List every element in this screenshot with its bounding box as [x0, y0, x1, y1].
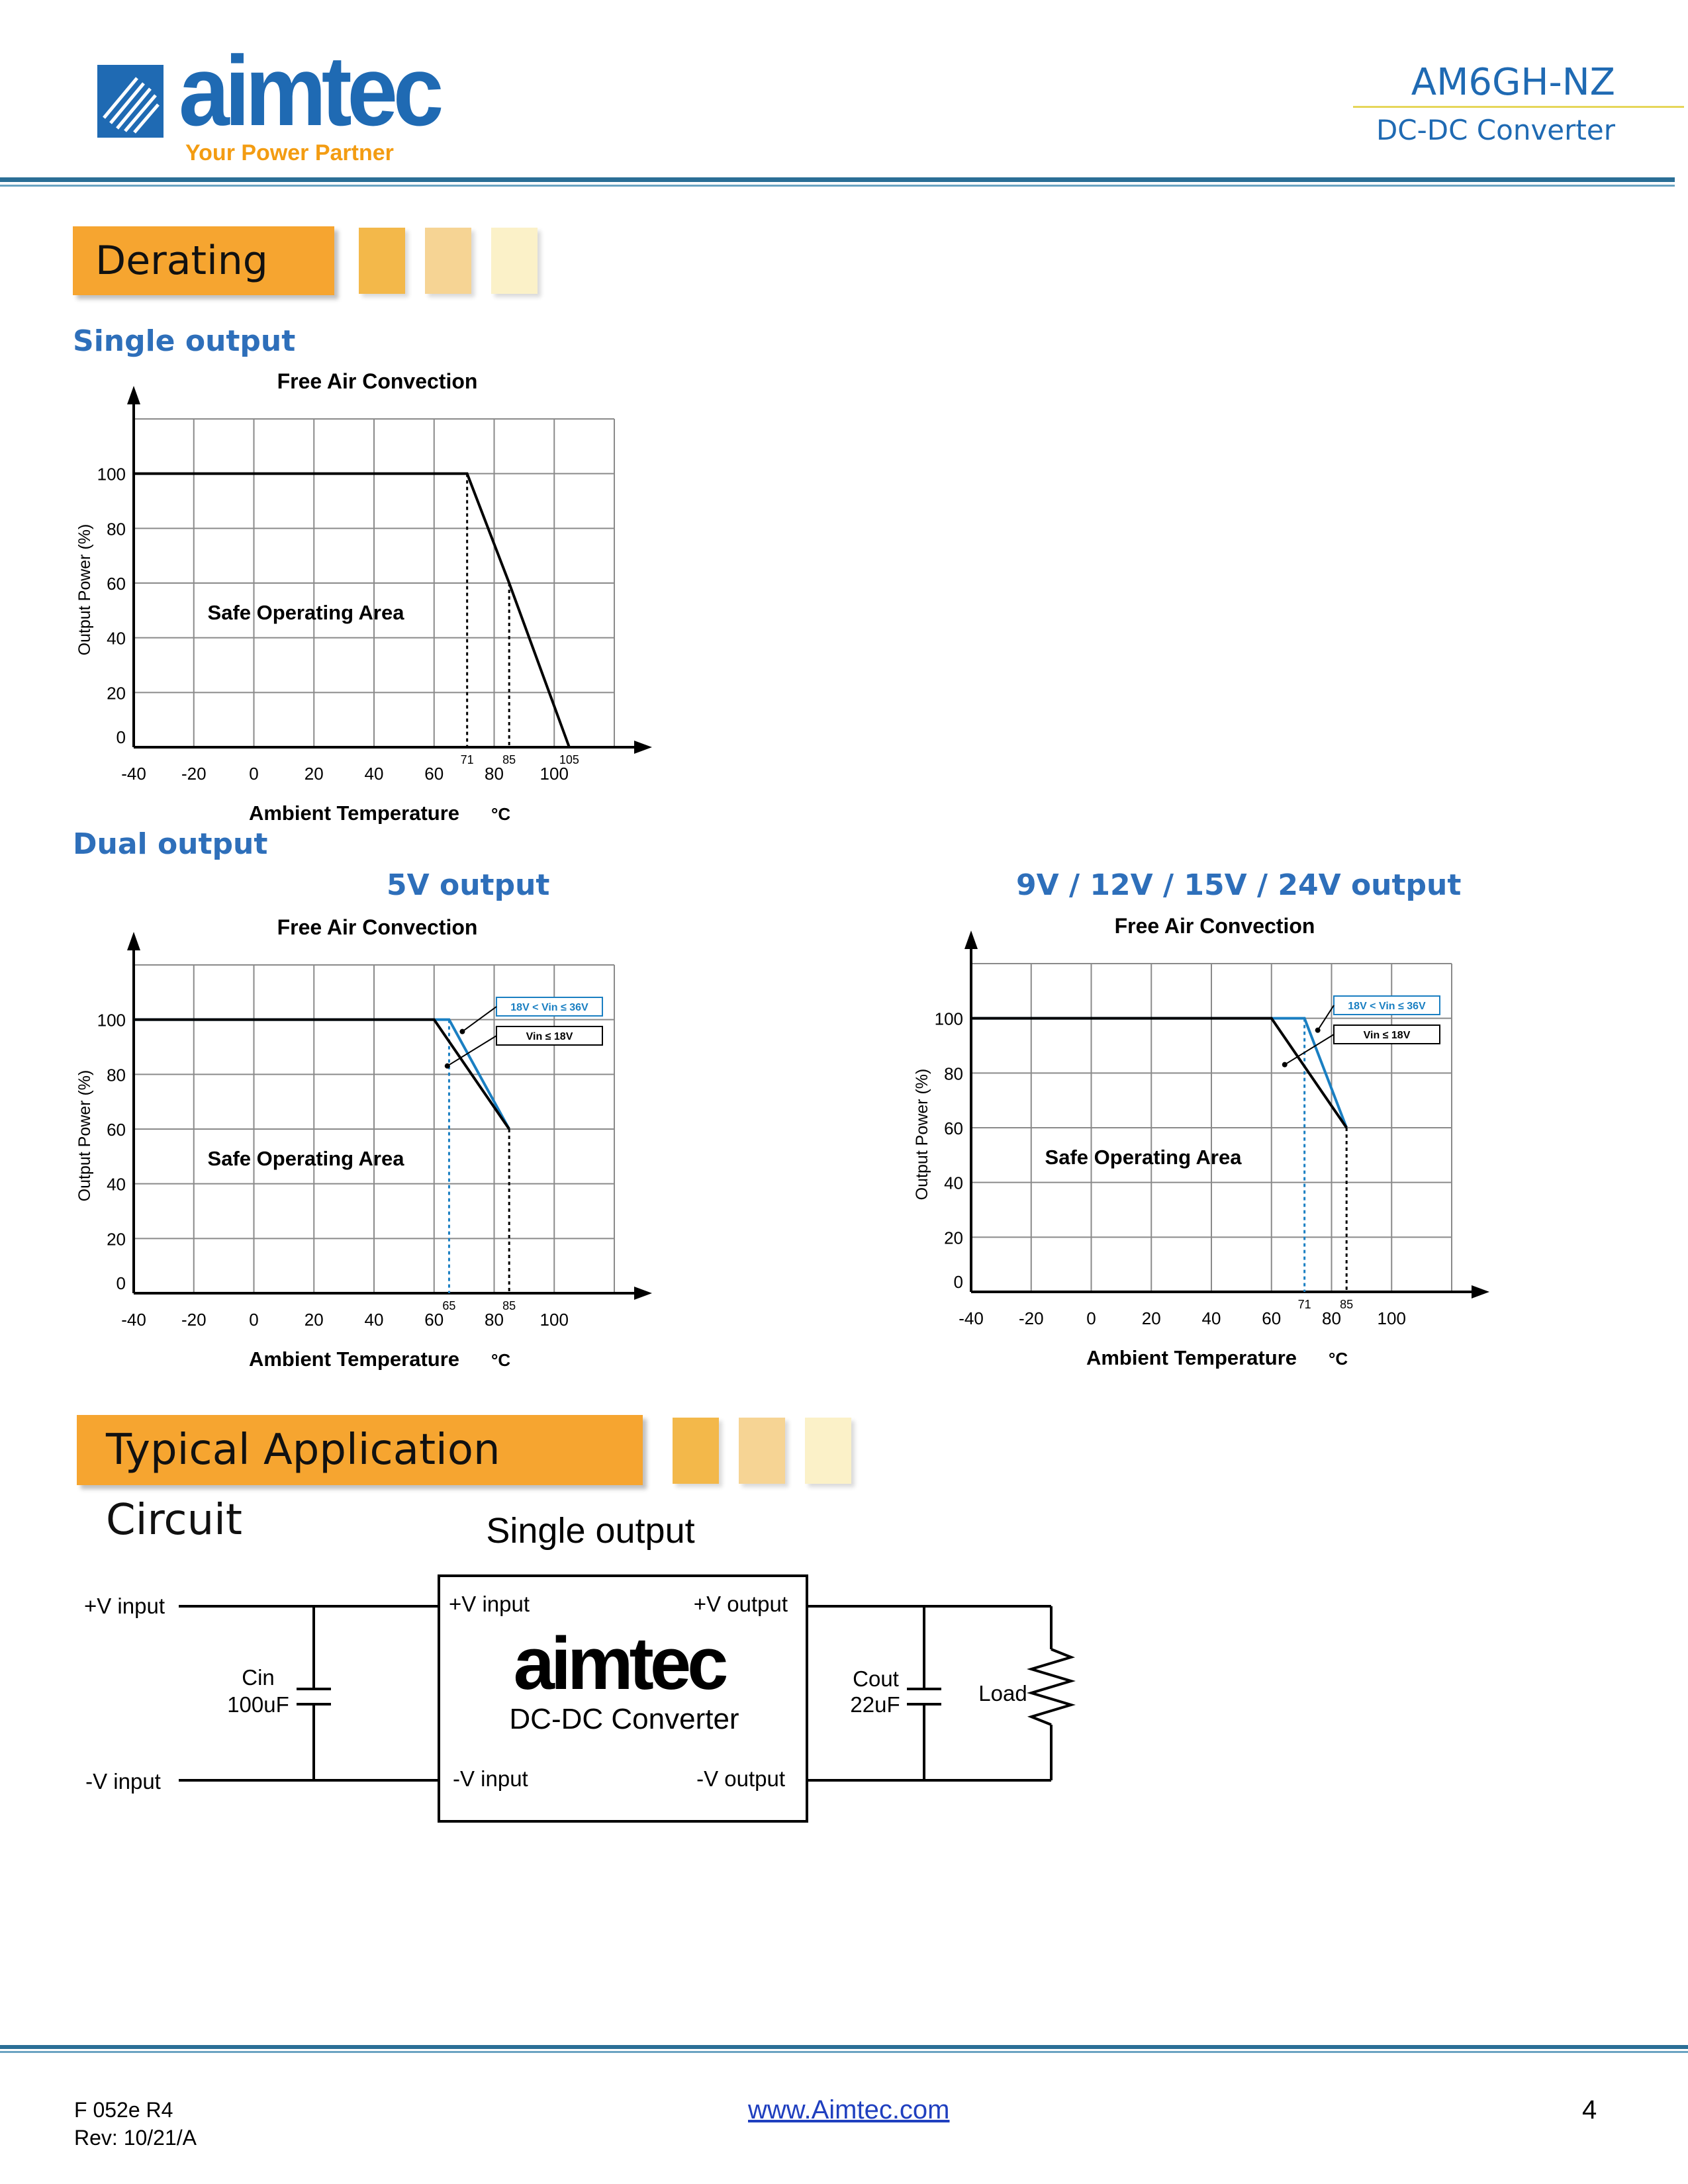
dual-output-heading: Dual output [73, 827, 268, 861]
document-model: AM6GH-NZ [1411, 61, 1615, 104]
logo-mark-icon [97, 65, 164, 138]
x-tick-label: -40 [121, 1310, 146, 1330]
y-axis-label: Output Power (%) [75, 523, 94, 656]
safe-area-annotation: Safe Operating Area [207, 601, 404, 624]
x-axis-label: Ambient Temperature [1086, 1346, 1297, 1369]
x-axis-label: Ambient Temperature [248, 1347, 460, 1370]
y-tick-label: 40 [107, 628, 126, 649]
logo-tagline: Your Power Partner [185, 140, 394, 165]
document-type: DC-DC Converter [1376, 114, 1615, 146]
box-logo: aimtec [513, 1622, 725, 1705]
x-tick-label: 0 [1086, 1308, 1096, 1328]
x-tick-label: 80 [485, 764, 504, 784]
x-tick-label: 100 [539, 764, 569, 784]
x-tick-label: 60 [1262, 1308, 1282, 1328]
x-tick-label: 20 [1141, 1308, 1161, 1328]
legend-label: Vin ≤ 18V [1363, 1030, 1411, 1041]
x-tick-label: -20 [181, 1310, 207, 1330]
left-pos-label: +V input [83, 1594, 165, 1618]
legend-label: 18V < Vin ≤ 36V [510, 1002, 588, 1013]
x-tick-label: 100 [539, 1310, 569, 1330]
box-in-pos-label: +V input [449, 1592, 530, 1616]
y-tick-label: 0 [116, 727, 126, 747]
banner-decoration [425, 228, 471, 294]
x-tick-label: 40 [364, 1310, 384, 1330]
marker-tick-label: 71 [1297, 1298, 1311, 1311]
x-tick-label: 20 [304, 764, 324, 784]
y-tick-label: 20 [944, 1228, 963, 1248]
x-tick-label: 80 [485, 1310, 504, 1330]
x-tick-label: 0 [249, 1310, 259, 1330]
marker-tick-label: 71 [460, 753, 474, 766]
company-logo: aimtec [179, 35, 440, 146]
x-axis-label: Ambient Temperature [248, 801, 460, 824]
x-axis-unit: °C [1329, 1349, 1348, 1369]
x-tick-label: -20 [1018, 1308, 1044, 1328]
box-in-neg-label: -V input [453, 1766, 528, 1791]
x-tick-label: 60 [424, 764, 444, 784]
banner-decoration [805, 1418, 851, 1484]
page-number: 4 [1582, 2095, 1597, 2124]
x-axis-arrow [634, 741, 652, 754]
x-tick-label: 40 [1201, 1308, 1221, 1328]
dual-5v-heading: 5V output [387, 868, 550, 902]
x-tick-label: -40 [959, 1308, 984, 1328]
cout-value: 22uF [850, 1692, 900, 1717]
x-tick-label: 100 [1377, 1308, 1406, 1328]
safe-area-annotation: Safe Operating Area [207, 1147, 404, 1170]
marker-tick-label: 85 [502, 1299, 516, 1312]
y-tick-label: 20 [107, 1229, 126, 1250]
chart-title: Free Air Convection [277, 915, 478, 939]
y-tick-label: 40 [107, 1174, 126, 1195]
y-tick-label: 60 [944, 1118, 963, 1138]
y-tick-label: 60 [107, 1120, 126, 1140]
y-tick-label: 80 [107, 1065, 126, 1085]
marker-tick-label: 105 [559, 753, 579, 766]
header-accent-rule [1353, 106, 1684, 108]
y-tick-label: 80 [944, 1064, 963, 1084]
y-tick-label: 0 [953, 1272, 963, 1292]
y-tick-label: 0 [116, 1273, 126, 1293]
y-tick-label: 60 [107, 574, 126, 594]
footer-revision: Rev: 10/21/A [74, 2126, 197, 2150]
legend-leader-dot [1315, 1028, 1321, 1033]
footer-form-code: F 052e R4 [74, 2098, 173, 2122]
cin-label: Cin [242, 1665, 275, 1690]
y-tick-label: 20 [107, 683, 126, 704]
section-banner-application: Typical Application Circuit [77, 1415, 643, 1485]
section-banner-derating: Derating [73, 226, 334, 295]
banner-decoration [359, 228, 405, 294]
cin-value: 100uF [227, 1692, 289, 1717]
x-tick-label: 60 [424, 1310, 444, 1330]
x-tick-label: 20 [304, 1310, 324, 1330]
legend-leader-dot [445, 1064, 450, 1069]
dual-hv-heading: 9V / 12V / 15V / 24V output [1016, 868, 1462, 902]
y-tick-label: 100 [97, 1010, 126, 1030]
marker-tick-label: 65 [442, 1299, 456, 1312]
derating-chart-dual-5v [66, 907, 675, 1370]
load-label: Load [978, 1681, 1027, 1706]
x-axis-unit: °C [491, 1350, 511, 1370]
legend-label: 18V < Vin ≤ 36V [1348, 1001, 1426, 1012]
y-axis-arrow [127, 932, 140, 950]
legend-leader-dot [459, 1029, 465, 1034]
y-tick-label: 40 [944, 1173, 963, 1193]
derating-chart-single [66, 361, 675, 824]
box-out-pos-label: +V output [693, 1592, 788, 1616]
x-tick-label: -40 [121, 764, 146, 784]
left-neg-label: -V input [85, 1769, 161, 1794]
marker-tick-label: 85 [502, 753, 516, 766]
banner-decoration [739, 1418, 785, 1484]
y-axis-label: Output Power (%) [75, 1069, 94, 1202]
header-divider-thin [0, 185, 1675, 187]
x-tick-label: 80 [1322, 1308, 1341, 1328]
application-circuit [0, 1509, 1125, 1840]
x-axis-arrow [1472, 1285, 1489, 1298]
legend-leader-dot [1282, 1062, 1288, 1068]
x-tick-label: -20 [181, 764, 207, 784]
y-axis-arrow [127, 386, 140, 404]
footer-website-link[interactable]: www.Aimtec.com [748, 2095, 950, 2124]
banner-decoration [673, 1418, 719, 1484]
y-tick-label: 100 [97, 464, 126, 484]
y-axis-arrow [964, 931, 978, 949]
box-caption: DC-DC Converter [509, 1703, 739, 1735]
cout-label: Cout [853, 1666, 899, 1691]
legend-label: Vin ≤ 18V [526, 1031, 573, 1042]
chart-title: Free Air Convection [1114, 914, 1315, 938]
footer-divider [0, 2045, 1688, 2049]
x-tick-label: 40 [364, 764, 384, 784]
marker-tick-label: 85 [1340, 1298, 1354, 1311]
x-axis-unit: °C [491, 804, 511, 824]
x-tick-label: 0 [249, 764, 259, 784]
y-axis-label: Output Power (%) [913, 1068, 931, 1201]
y-tick-label: 80 [107, 519, 126, 539]
box-out-neg-label: -V output [696, 1766, 785, 1791]
derating-chart-dual-hv [904, 905, 1513, 1369]
single-output-heading: Single output [73, 324, 296, 358]
circuit-title: Single output [486, 1511, 695, 1551]
x-axis-arrow [634, 1287, 652, 1300]
header-divider [0, 177, 1675, 182]
y-tick-label: 100 [934, 1009, 963, 1029]
footer-divider-thin [0, 2051, 1688, 2053]
banner-decoration [491, 228, 538, 294]
chart-title: Free Air Convection [277, 369, 478, 393]
safe-area-annotation: Safe Operating Area [1045, 1146, 1242, 1169]
